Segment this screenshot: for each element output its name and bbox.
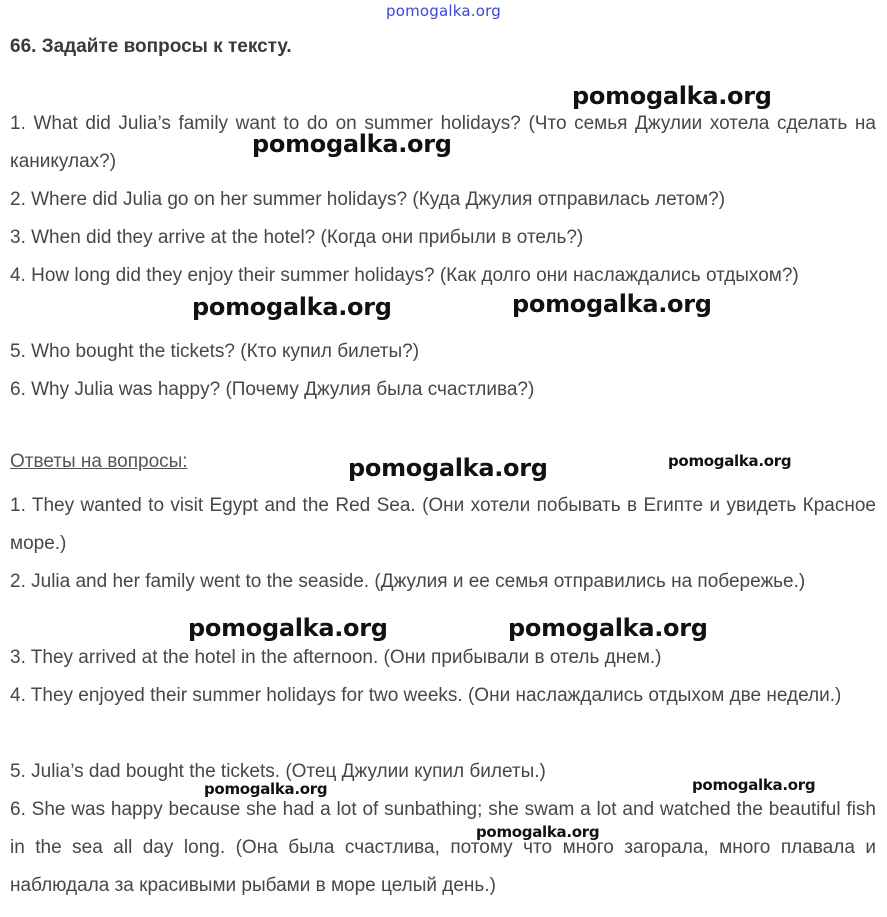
watermark: pomogalka.org [508, 614, 708, 642]
answer-6: 6. She was happy because she had a lot of sunbathing; she swam a lot and watched the beautiful fish in the sea all day long. (Она была счастлива, потому что много загорала, много плавала и наблюдала за красивыми рыбами в море целый день.) [10, 799, 876, 896]
answer-3: 3. They arrived at the hotel in the afternoon. (Они прибывали в отель днем.) [10, 647, 662, 668]
watermark: pomogalka.org [512, 290, 712, 318]
answers-heading: Ответы на вопросы: [10, 451, 188, 472]
question-4: 4. How long did they enjoy their summer holidays? (Как долго они наслаждались отдыхом?) [10, 265, 799, 286]
question-3: 3. When did they arrive at the hotel? (Когда они прибыли в отель?) [10, 227, 584, 248]
watermark: pomogalka.org [668, 452, 792, 470]
watermark: pomogalka.org [204, 780, 328, 798]
answer-1: 1. They wanted to visit Egypt and the Red Sea. (Они хотели побывать в Египте и увидеть Красное море.) [10, 495, 876, 554]
watermark: pomogalka.org [192, 293, 392, 321]
answer-5: 5. Julia’s dad bought the tickets. (Отец Джулии купил билеты.) [10, 761, 546, 782]
site-header-link[interactable]: pomogalka.org [386, 2, 501, 20]
question-2: 2. Where did Julia go on her summer holidays? (Куда Джулия отправилась летом?) [10, 189, 726, 210]
question-6: 6. Why Julia was happy? (Почему Джулия была счастлива?) [10, 379, 535, 400]
watermark: pomogalka.org [476, 823, 600, 841]
question-1: 1. What did Julia’s family want to do on summer holidays? (Что семья Джулии хотела сделать на каникулах?) [10, 113, 876, 172]
answer-4: 4. They enjoyed their summer holidays for two weeks. (Они наслаждались отдыхом две недели.) [10, 685, 842, 706]
watermark: pomogalka.org [188, 614, 388, 642]
watermark: pomogalka.org [692, 776, 816, 794]
watermark: pomogalka.org [572, 82, 772, 110]
watermark: pomogalka.org [348, 454, 548, 482]
question-5: 5. Who bought the tickets? (Кто купил билеты?) [10, 341, 420, 362]
watermark: pomogalka.org [252, 130, 452, 158]
answer-2: 2. Julia and her family went to the seaside. (Джулия и ее семья отправились на побережье.) [10, 571, 806, 592]
exercise-title: 66. Задайте вопросы к тексту. [10, 36, 292, 57]
